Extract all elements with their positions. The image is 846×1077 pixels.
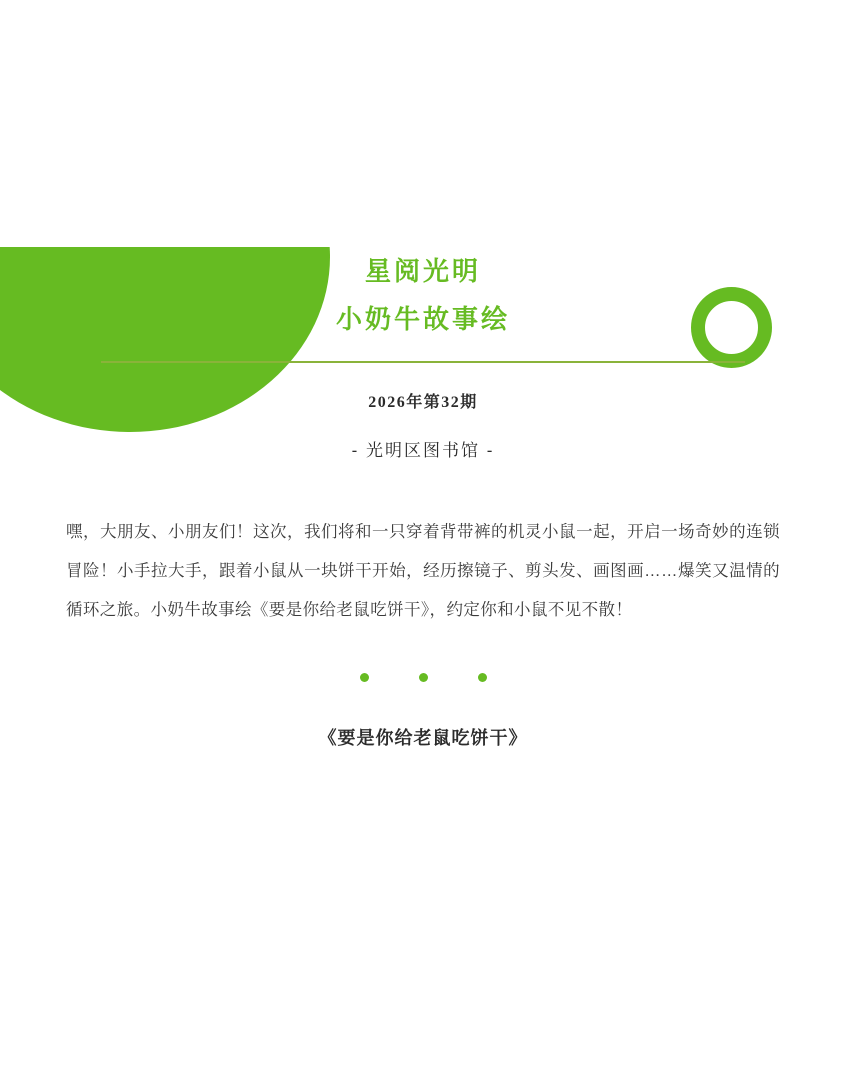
issue-label: 2026年第32期 [368,394,478,412]
intro-paragraph: 嘿，大朋友、小朋友们！这次，我们将和一只穿着背带裤的机灵小鼠一起，开启一场奇妙的连锁冒险！小手拉大手，跟着小鼠从一块饼干开始，经历擦镜子、剪头发、画图画……爆笑又温情的循环之旅。小奶牛故事绘《要是你给老鼠吃饼干》，约定你和小鼠不见不散！ [66,523,780,619]
separator-dot [478,673,487,682]
title-block [66,247,780,461]
separator-dot [360,673,369,682]
poster-content [0,247,846,750]
organizer-label: - 光明区图书馆 - [351,441,495,461]
separator-dot [419,673,428,682]
title-divider [101,361,745,363]
dot-separator [66,673,780,682]
book-title: 《要是你给老鼠吃饼干》 [318,728,528,749]
page-title-line-2: 小奶牛故事绘 [335,304,510,335]
page-title-line-1: 星阅光明 [364,256,481,286]
